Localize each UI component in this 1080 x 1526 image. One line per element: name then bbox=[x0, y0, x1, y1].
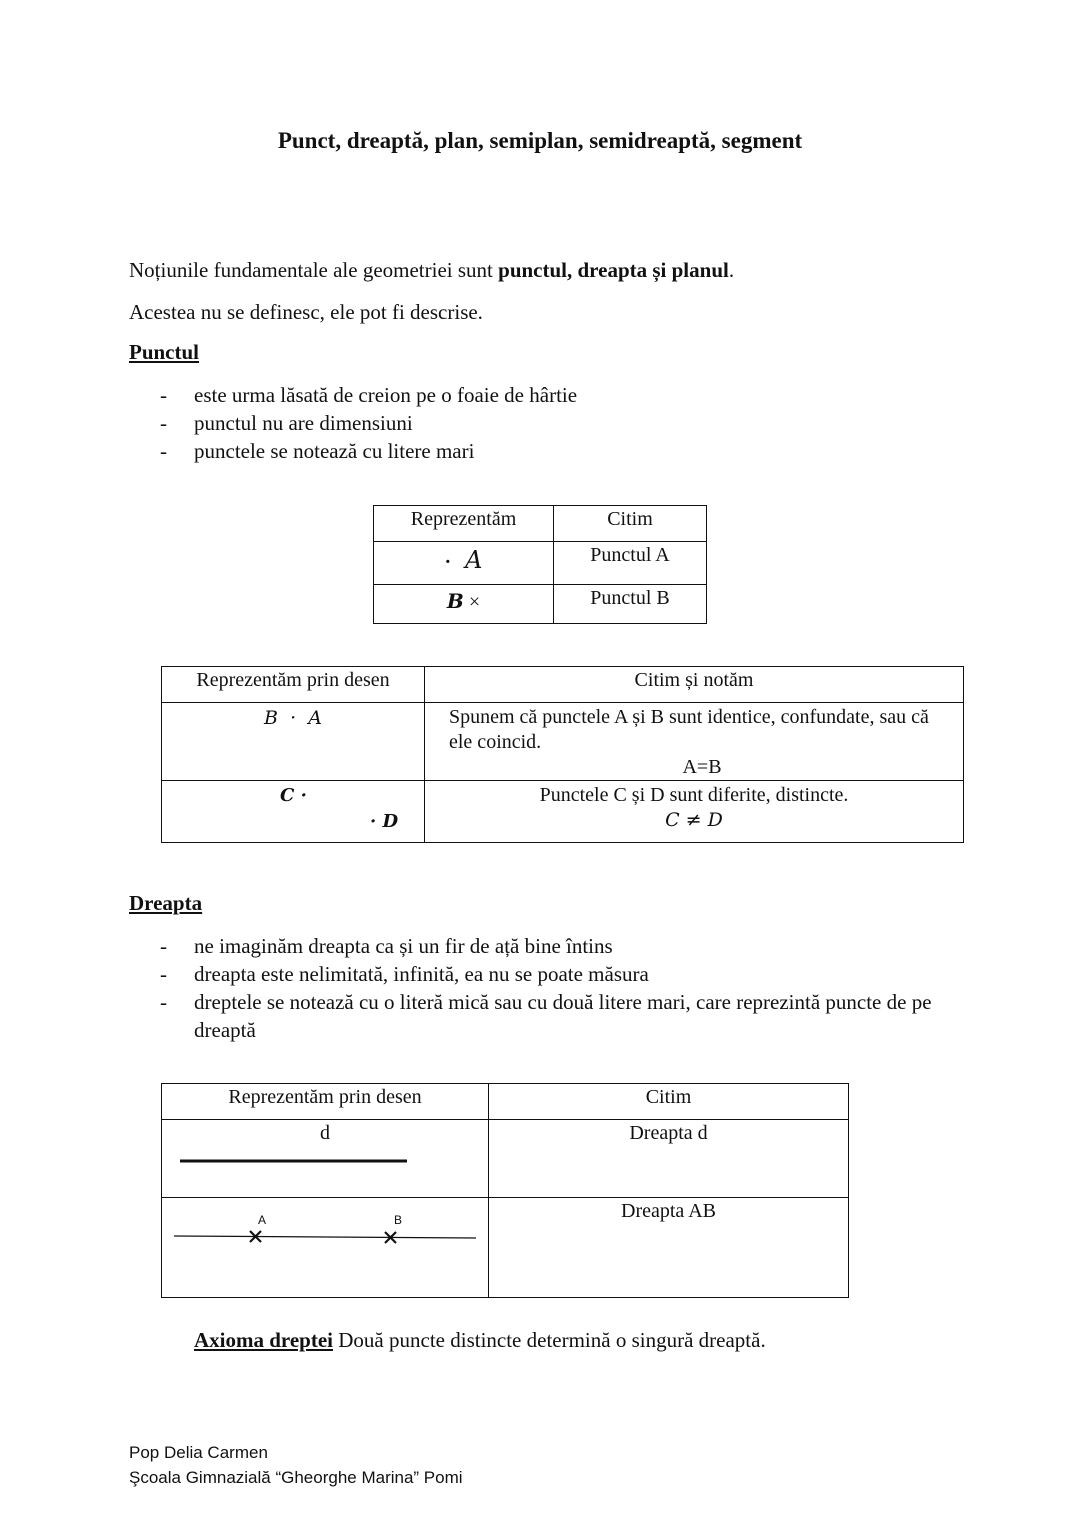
description-text: Punctele C și D sunt diferite, distincte. bbox=[539, 784, 849, 806]
axiom-line bbox=[194, 1326, 766, 1354]
drawing-label: B · A bbox=[264, 707, 322, 729]
point-a-drawing bbox=[374, 542, 554, 585]
bullet-text: este urma lăsată de creion pe o foaie de hârtie bbox=[194, 383, 578, 407]
table-header: Reprezentăm prin desen bbox=[162, 667, 425, 703]
list-item: - este urma lăsată de creion pe o foaie de hârtie bbox=[160, 383, 578, 407]
table-cell bbox=[425, 703, 964, 781]
line-d-svg bbox=[162, 1120, 488, 1198]
footer bbox=[129, 1440, 463, 1490]
list-item: - dreapta este nelimitată, infinită, ea nu se poate măsura bbox=[160, 962, 649, 986]
intro-line-1 bbox=[129, 256, 734, 284]
line-notation-table bbox=[161, 1083, 849, 1298]
table-row bbox=[374, 585, 707, 624]
line-ab-svg bbox=[162, 1198, 488, 1298]
table-header: Citim bbox=[554, 506, 707, 542]
point-notation-table bbox=[373, 505, 707, 624]
table-row bbox=[162, 1198, 849, 1298]
description-text: Spunem că punctele A și B sunt identice, confundate, sau că ele coincid. bbox=[449, 706, 929, 753]
identical-points-drawing bbox=[162, 703, 425, 781]
section-heading-dreapta: Dreapta bbox=[129, 891, 203, 915]
line-label: d bbox=[320, 1122, 330, 1144]
punctul-bullet-list bbox=[0, 381, 954, 465]
point-b-label: B bbox=[394, 1213, 403, 1227]
point-comparison-table bbox=[161, 666, 964, 843]
table-cell bbox=[425, 781, 964, 843]
table-header: Citim și notăm bbox=[425, 667, 964, 703]
table-row bbox=[162, 1120, 849, 1198]
table-header: Reprezentăm bbox=[374, 506, 554, 542]
bullet-text: dreapta este nelimitată, infinită, ea nu se poate măsura bbox=[194, 962, 649, 986]
table-cell: Punctul A bbox=[554, 542, 707, 585]
axiom-label: Axioma dreptei bbox=[194, 1328, 334, 1352]
line-ab-stroke bbox=[174, 1236, 476, 1238]
table-header: Reprezentăm prin desen bbox=[162, 1084, 489, 1120]
dreapta-bullet-list bbox=[0, 932, 954, 1044]
footer-school: Şcoala Gimnazială “Gheorghe Marina” Pomi bbox=[129, 1468, 463, 1487]
list-item: - dreptele se notează cu o literă mică sau cu două litere mari, care reprezintă puncte de pe dreaptă bbox=[160, 990, 932, 1042]
list-item: - punctul nu are dimensiuni bbox=[160, 411, 413, 435]
table-row bbox=[162, 703, 964, 781]
list-item: - punctele se notează cu litere mari bbox=[160, 439, 475, 463]
point-a-label: A bbox=[258, 1213, 267, 1227]
point-c-label: C · bbox=[280, 785, 307, 806]
list-item: - ne imaginăm dreapta ca și un fir de ață bine întins bbox=[160, 934, 613, 958]
point-d-label: · D bbox=[370, 811, 399, 832]
intro-period: . bbox=[728, 258, 735, 282]
table-cell: Punctul B bbox=[554, 585, 707, 624]
table-cell: Dreapta AB bbox=[489, 1198, 849, 1298]
intro-text: Noțiunile fundamentale ale geometriei sunt bbox=[129, 258, 499, 282]
notation-text: A=B bbox=[682, 756, 722, 778]
page-title: Punct, dreaptă, plan, semiplan, semidreaptă, segment bbox=[277, 128, 803, 153]
intro-line-2: Acestea nu se definesc, ele pot fi descrise. bbox=[129, 300, 483, 324]
table-header: Citim bbox=[489, 1084, 849, 1120]
point-label: B bbox=[446, 589, 464, 613]
table-row bbox=[374, 542, 707, 585]
table-cell: Dreapta d bbox=[489, 1120, 849, 1198]
bullet-text: punctele se notează cu litere mari bbox=[194, 439, 475, 463]
bullet-text: dreptele se notează cu o literă mică sau cu două litere mari, care reprezintă puncte de pe dreaptă bbox=[194, 990, 932, 1042]
table-row bbox=[162, 781, 964, 843]
footer-author: Pop Delia Carmen bbox=[129, 1443, 268, 1462]
line-ab-drawing bbox=[162, 1198, 489, 1298]
distinct-points-drawing bbox=[162, 781, 425, 843]
point-b-drawing bbox=[374, 585, 554, 624]
dot-mark: · bbox=[444, 551, 452, 573]
section-heading-punctul: Punctul bbox=[129, 340, 200, 364]
bullet-text: ne imaginăm dreapta ca și un fir de ață bine întins bbox=[194, 934, 613, 958]
axiom-text: Două puncte distincte determină o singură dreaptă. bbox=[333, 1328, 766, 1352]
bullet-text: punctul nu are dimensiuni bbox=[194, 411, 413, 435]
intro-bold-text: punctul, dreapta și planul bbox=[498, 258, 729, 282]
line-d-drawing bbox=[162, 1120, 489, 1198]
cross-mark: × bbox=[468, 591, 481, 613]
point-label: A bbox=[465, 546, 483, 574]
notation-text: C ≠ D bbox=[665, 809, 723, 831]
